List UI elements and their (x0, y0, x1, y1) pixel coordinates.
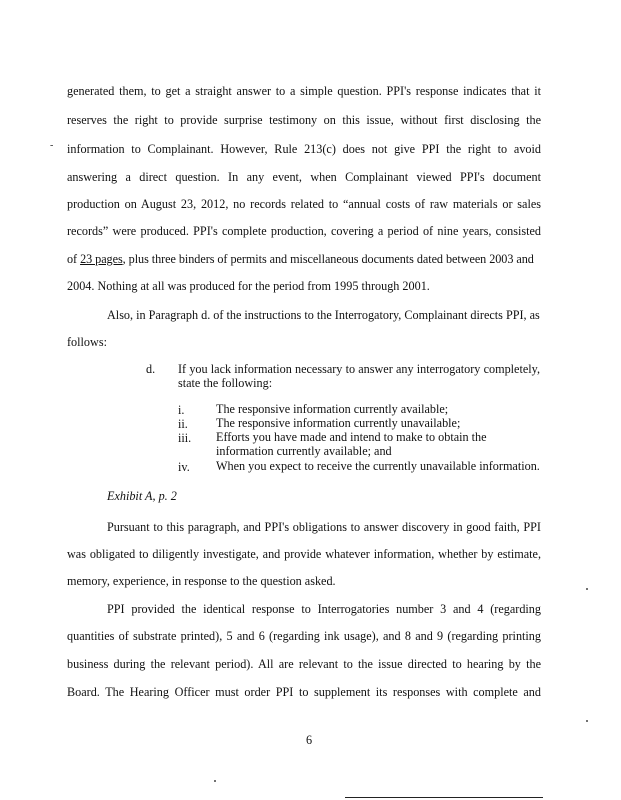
body-line: Pursuant to this paragraph, and PPI's obligations to answer discovery in good faith, PPI (107, 520, 541, 534)
margin-mark: - (50, 140, 54, 151)
body-text: of (67, 252, 81, 266)
body-line: information to Complainant. However, Rule 213(c) does not give PPI the right to avoid (67, 142, 541, 156)
body-line: 2004. Nothing at all was produced for the period from 1995 through 2001. (67, 279, 430, 293)
body-line: was obligated to diligently investigate, and provide whatever information, whether by estimate, (67, 547, 541, 561)
body-line: memory, experience, in response to the question asked. (67, 574, 336, 588)
body-line: PPI provided the identical response to Interrogatories number 3 and 4 (regarding (107, 602, 541, 616)
body-line: records” were produced. PPI's complete production, covering a period of nine years, consisted (67, 224, 541, 238)
page-number: 6 (306, 733, 313, 747)
list-item-number: ii. (178, 417, 188, 431)
body-line: follows: (67, 335, 107, 349)
scan-speck (214, 780, 216, 782)
footer-rule (345, 797, 543, 798)
block-line: state the following: (178, 376, 273, 390)
list-item-text: When you expect to receive the currently unavailable information. (216, 459, 540, 473)
body-line: answering a direct question. In any event, when Complainant viewed PPI's document (67, 170, 541, 184)
list-item-number: iii. (178, 431, 192, 445)
list-item-number: i. (178, 403, 185, 417)
block-line: If you lack information necessary to answer any interrogatory completely, (178, 362, 540, 376)
body-line: production on August 23, 2012, no records related to “annual costs of raw materials or sales (67, 197, 541, 211)
list-item-text: The responsive information currently available; (216, 402, 449, 416)
citation: Exhibit A, p. 2 (107, 489, 177, 503)
body-line: business during the relevant period). All are relevant to the issue directed to hearing by the (67, 657, 541, 671)
list-item-number: iv. (178, 460, 190, 474)
body-text: , plus three binders of permits and miscellaneous documents dated between 2003 and (122, 252, 534, 266)
underlined-reference: 23 pages (80, 252, 123, 266)
body-line: reserves the right to provide surprise testimony on this issue, without first disclosing the (67, 113, 541, 127)
body-line (67, 252, 541, 267)
body-line: Also, in Paragraph d. of the instructions to the Interrogatory, Complainant directs PPI, as (107, 308, 540, 322)
scan-speck (586, 588, 588, 590)
body-line: quantities of substrate printed), 5 and 6 (regarding ink usage), and 8 and 9 (regarding printing (67, 629, 541, 643)
list-item-text: information currently available; and (216, 444, 392, 458)
list-item-text: The responsive information currently unavailable; (216, 416, 461, 430)
list-item-text: Efforts you have made and intend to make to obtain the (216, 430, 487, 444)
block-label: d. (146, 362, 156, 376)
scan-speck (586, 720, 588, 722)
body-line: Board. The Hearing Officer must order PPI to supplement its responses with complete and (67, 685, 541, 699)
body-line: generated them, to get a straight answer to a simple question. PPI's response indicates that it (67, 84, 541, 98)
